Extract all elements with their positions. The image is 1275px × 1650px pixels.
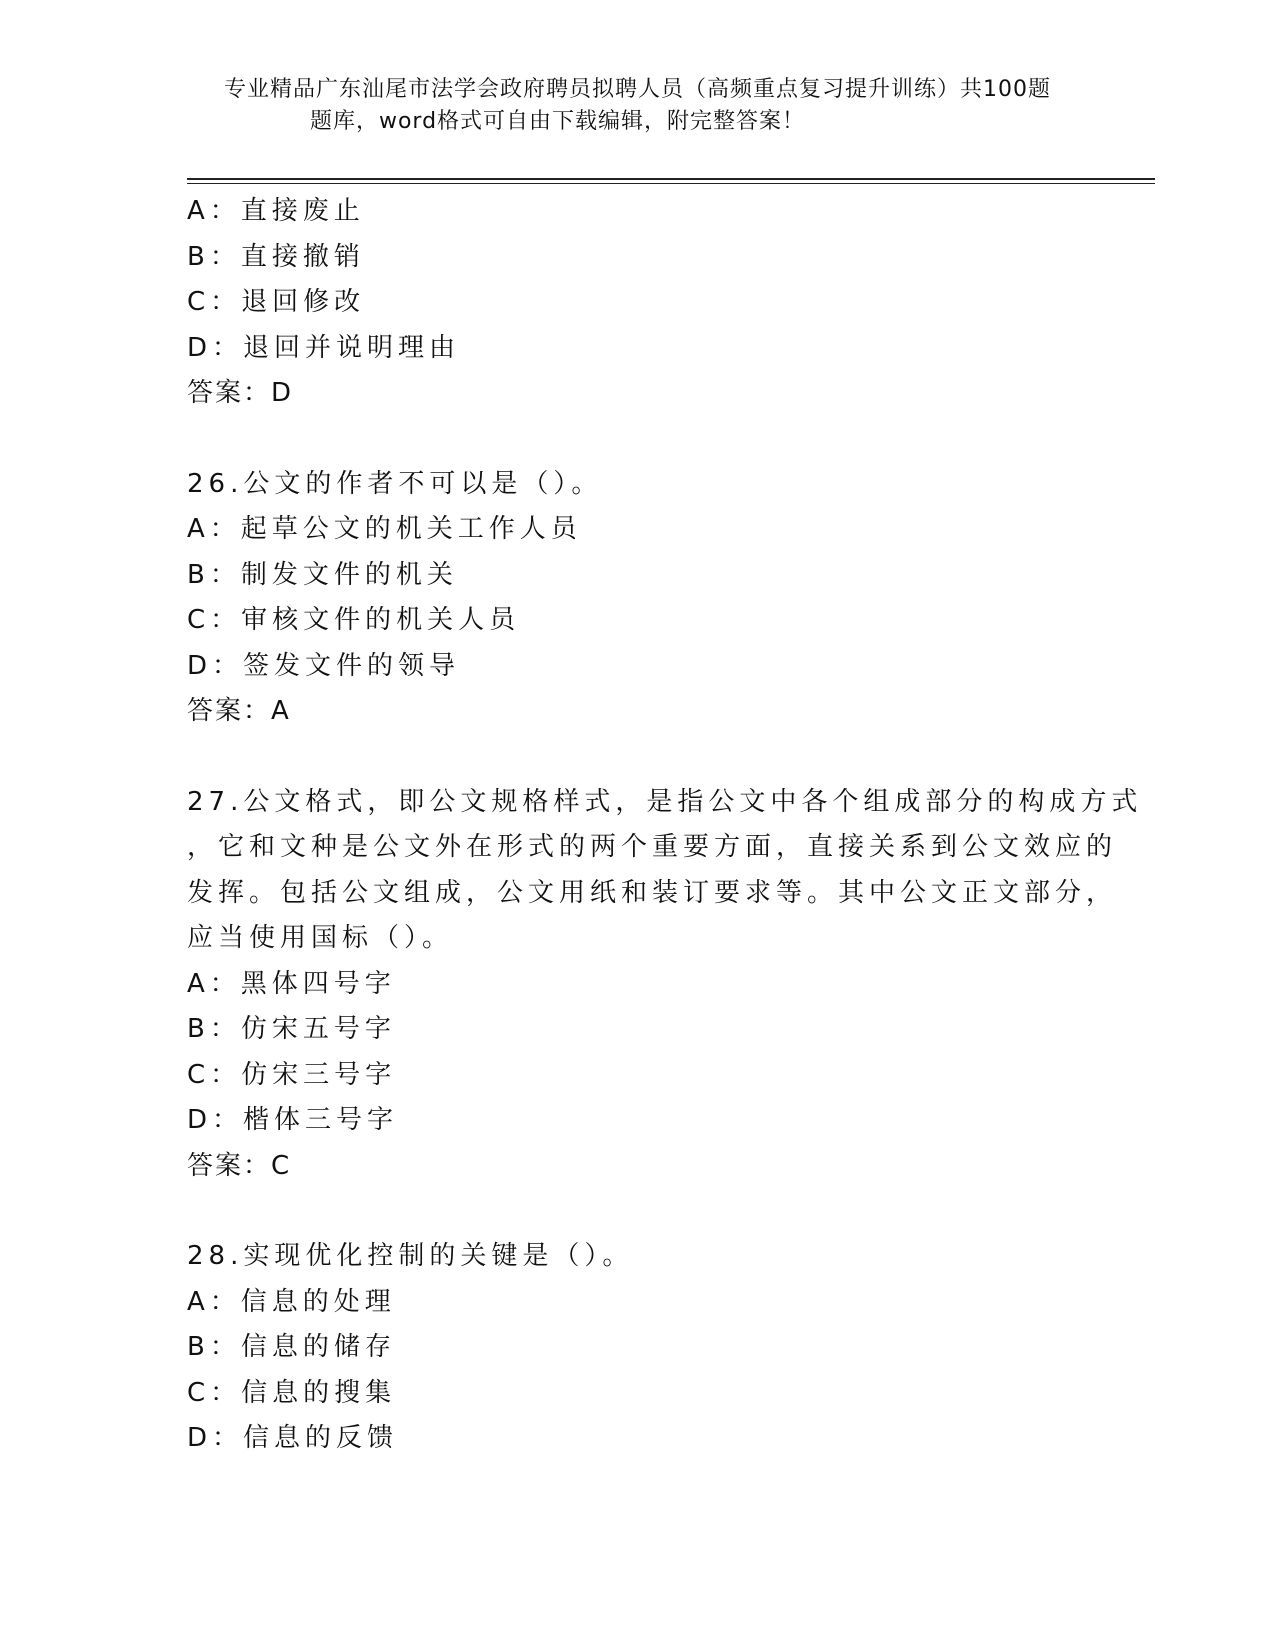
question-stem: 28.实现优化控制的关键是（）。 xyxy=(187,1241,634,1271)
question-25 xyxy=(187,189,1087,417)
question-28 xyxy=(187,1234,1087,1462)
option-d: D：退回并说明理由 xyxy=(187,332,461,363)
question-stem-line: 应当使用国标（）。 xyxy=(187,923,454,953)
option-a: A：信息的处理 xyxy=(187,1286,396,1317)
question-stem: 26.公文的作者不可以是（）。 xyxy=(187,468,603,499)
option-c: C：审核文件的机关人员 xyxy=(187,605,521,635)
option-b: B：信息的储存 xyxy=(187,1332,396,1362)
question-stem-line: 发挥。包括公文组成，公文用纸和装订要求等。其中公文正文部分， xyxy=(187,877,1118,908)
header-divider-thick xyxy=(187,178,1155,180)
option-b: B：直接撤销 xyxy=(187,241,365,272)
option-b: B：制发文件的机关 xyxy=(187,559,458,590)
option-c: C：退回修改 xyxy=(187,287,366,317)
option-c: C：仿宋三号字 xyxy=(187,1059,397,1090)
option-d: D：楷体三号字 xyxy=(187,1105,399,1135)
answer-line: 答案：D xyxy=(187,378,294,408)
question-26 xyxy=(187,462,1087,735)
question-stem-line: ，它和文种是公文外在形式的两个重要方面，直接关系到公文效应的 xyxy=(187,832,1118,862)
question-stem-line: 27.公文格式，即公文规格样式，是指公文中各个组成部分的构成方式 xyxy=(187,786,1143,817)
spacer xyxy=(187,1189,1087,1234)
option-d: D：信息的反馈 xyxy=(187,1423,399,1453)
document-header xyxy=(0,74,1275,138)
spacer xyxy=(187,417,1087,462)
header-title-line-2: 题库，word格式可自由下载编辑，附完整答案！ xyxy=(309,109,806,134)
option-a: A：黑体四号字 xyxy=(187,968,396,999)
answer-line: 答案：A xyxy=(187,696,291,726)
question-27 xyxy=(187,780,1143,1190)
option-a: A：起草公文的机关工作人员 xyxy=(187,514,582,544)
question-list xyxy=(187,189,1143,1462)
option-c: C：信息的搜集 xyxy=(187,1377,397,1408)
option-b: B：仿宋五号字 xyxy=(187,1014,396,1044)
option-d: D：签发文件的领导 xyxy=(187,650,461,681)
header-title-line-1: 专业精品广东汕尾市法学会政府聘员拟聘人员（高频重点复习提升训练）共100题 xyxy=(224,77,1051,102)
header-divider-thin xyxy=(187,183,1155,184)
spacer xyxy=(187,735,1087,780)
option-a: A：直接废止 xyxy=(187,196,365,226)
answer-line: 答案：C xyxy=(187,1150,292,1181)
